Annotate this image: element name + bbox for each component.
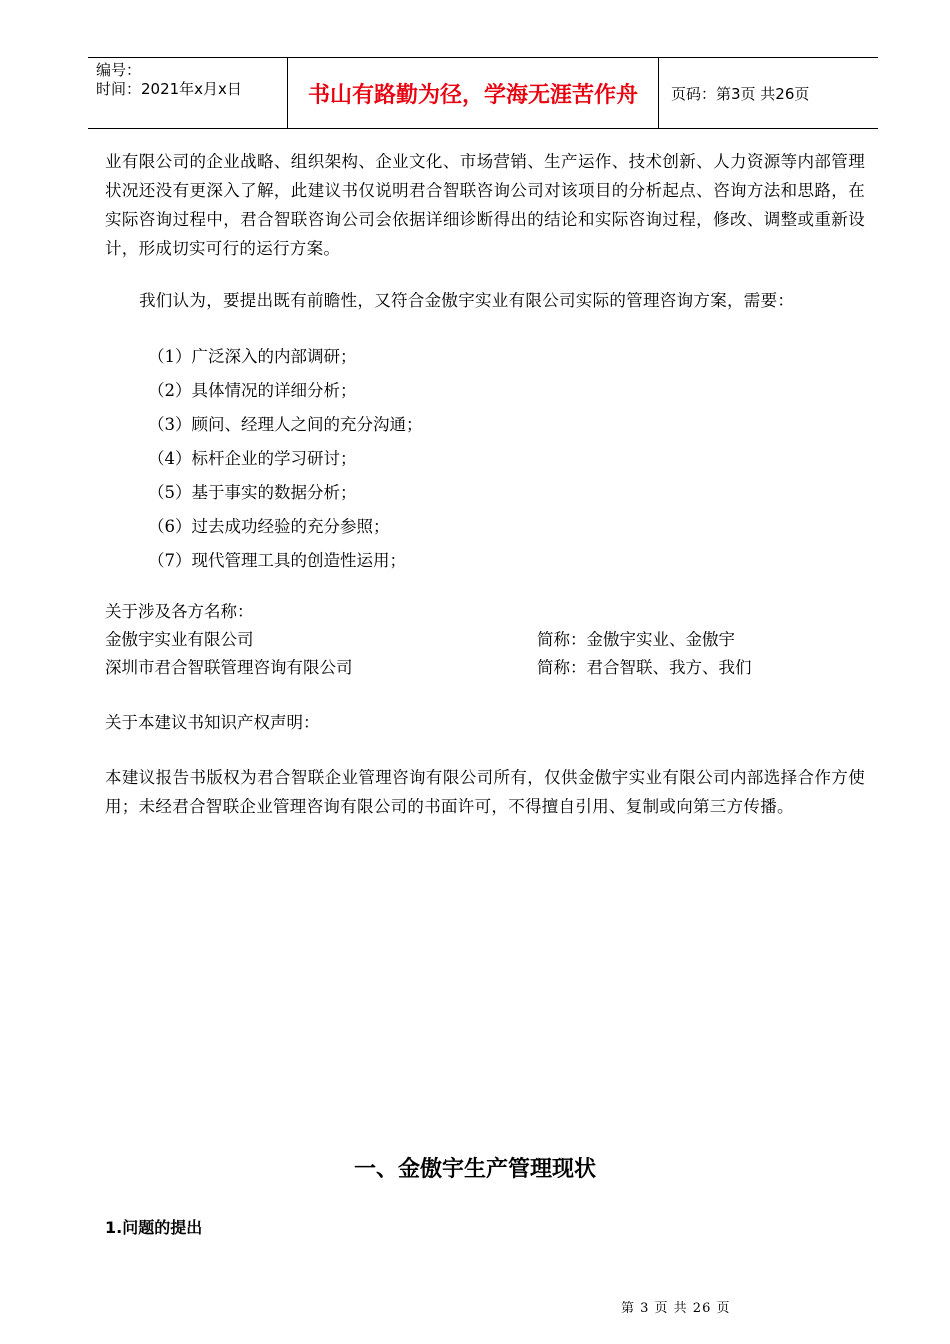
list-item: （1）广泛深入的内部调研； — [148, 347, 357, 366]
list-item: （5）基于事实的数据分析； — [148, 483, 357, 502]
ip-text: 本建议报告书版权为君合智联企业管理咨询有限公司所有，仅供金傲宇实业有限公司内部选择合作方使用；未经君合智联企业管理咨询有限公司的书面许可，不得擅自引用、复制或向第三方传播。 — [105, 768, 865, 816]
ip-statement — [105, 763, 865, 821]
number-label: 编号： — [96, 61, 142, 79]
page-header — [88, 57, 878, 129]
list-item: （4）标杆企业的学习研讨； — [148, 449, 357, 468]
party-abbreviation: 简称：金傲宇实业、金傲宇 — [537, 630, 735, 649]
paragraph-1: 业有限公司的企业战略、组织架构、企业文化、市场营销、生产运作、技术创新、人力资源等内部管理状况还没有更深入了解，此建议书仅说明君合智联咨询公司对该项目的分析起点、咨询方法和思路，在实际咨询过程中，君合智联咨询公司会依据详细诊断得出的结论和实际咨询过程，修改、调整或重新设计，形成切实可行的运行方案。 — [105, 152, 865, 258]
parties-heading: 关于涉及各方名称： — [105, 602, 254, 621]
list-item: （7）现代管理工具的创造性运用； — [148, 551, 406, 570]
requirements-paragraph — [105, 286, 865, 315]
time-label: 时间：2021年x月x日 — [96, 80, 242, 98]
list-item: （6）过去成功经验的充分参照； — [148, 517, 390, 536]
party-name: 深圳市君合智联管理咨询有限公司 — [105, 658, 353, 677]
party-abbreviation: 简称：君合智联、我方、我们 — [537, 658, 752, 677]
paragraph-2: 我们认为，要提出既有前瞻性，又符合金傲宇实业有限公司实际的管理咨询方案，需要： — [139, 291, 795, 310]
header-motto: 书山有路勤为径，学海无涯苦作舟 — [288, 58, 659, 128]
party-name: 金傲宇实业有限公司 — [105, 630, 254, 649]
subsection-title: 1.问题的提出 — [105, 1218, 203, 1237]
page-footer: 第 3 页 共 26 页 — [621, 1301, 731, 1316]
list-item: （3）顾问、经理人之间的充分沟通； — [148, 415, 423, 434]
intro-paragraph — [105, 147, 865, 263]
ip-heading: 关于本建议书知识产权声明： — [105, 713, 320, 732]
header-page-label: 页码：第3页 共26页 — [671, 84, 810, 103]
section-title: 一、金傲宇生产管理现状 — [353, 1157, 596, 1182]
list-item: （2）具体情况的详细分析； — [148, 381, 357, 400]
header-meta — [88, 58, 288, 128]
